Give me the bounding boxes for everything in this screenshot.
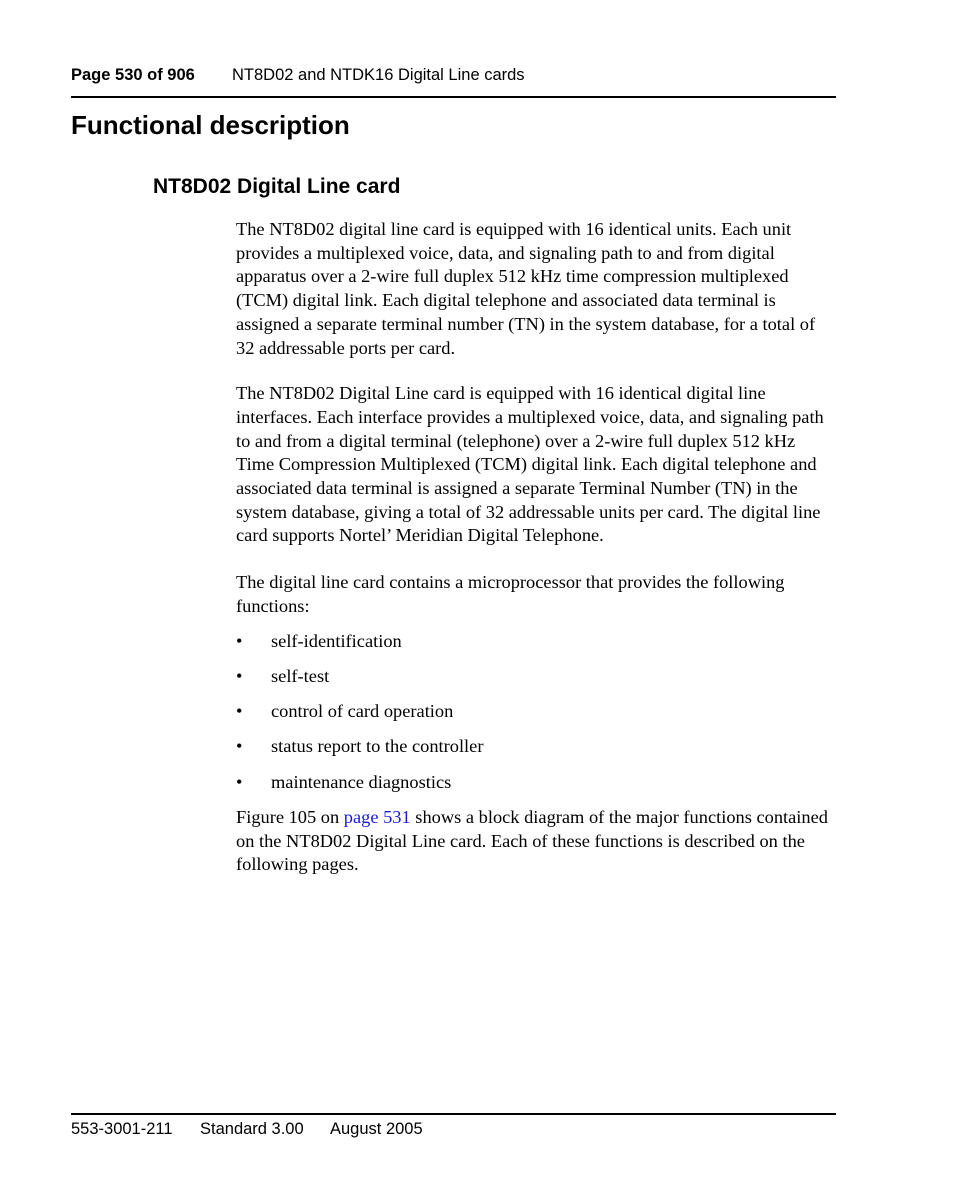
list-item-text: maintenance diagnostics [271,771,452,792]
list-item-text: self-test [271,665,330,686]
page-531-link[interactable]: page 531 [343,806,411,827]
body-text [236,218,836,877]
figure-ref-before: Figure 105 on [236,806,344,827]
list-item-text: status report to the controller [271,736,484,757]
list-item-text: self-identification [271,630,402,651]
paragraph: The NT8D02 Digital Line card is equipped with 16 identical digital line interfaces. Each interface provides a multiplexed voice, data, and signaling path to and from a digital terminal (telephone) over a 2-wire full duplex 512 kHz Time Compression Multiplexed (TCM) digital link. Each digital telephone and associated data terminal is assigned a separate Terminal Number (TN) in the system database, giving a total of 32 addressable units per card. The digital line card supports Nortel’ Meridian Digital Telephone. [236,383,824,546]
list-item [236,735,836,759]
paragraph: The digital line card contains a microprocessor that provides the following functions: [236,572,785,616]
bullet-icon: • [236,665,243,686]
publication-date: August 2005 [330,1120,423,1138]
bullet-icon: • [236,630,243,651]
bullet-icon: • [236,701,243,722]
bullet-icon: • [236,771,243,792]
list-item [236,630,836,654]
standard-version: Standard 3.00 [200,1120,304,1138]
page-number: Page 530 of 906 [71,66,195,84]
subsection-title: NT8D02 Digital Line card [153,175,401,198]
page-footer [71,1113,836,1138]
document-number: 553-3001-211 [71,1120,173,1138]
list-item [236,665,836,689]
paragraph: The NT8D02 digital line card is equipped with 16 identical units. Each unit provides a multiplexed voice, data, and signaling path to and from digital apparatus over a 2-wire full duplex 512 kHz time compression multiplexed (TCM) digital link. Each digital telephone and associated data terminal is assigned a separate terminal number (TN) in the system database, for a total of 32 addressable ports per card. [236,219,816,358]
list-item [236,700,836,724]
list-item-text: control of card operation [271,701,454,722]
running-title: NT8D02 and NTDK16 Digital Line cards [232,66,525,84]
figure-ref-after: shows a block diagram of the major functions contained on the NT8D02 Digital Line card. Each of these functions is described on the following pages. [236,806,828,875]
figure-reference-paragraph [236,806,836,877]
section-title: Functional description [71,110,350,140]
list-item [236,771,836,795]
functions-list [236,630,836,795]
bullet-icon: • [236,736,243,757]
page-header [71,66,836,98]
